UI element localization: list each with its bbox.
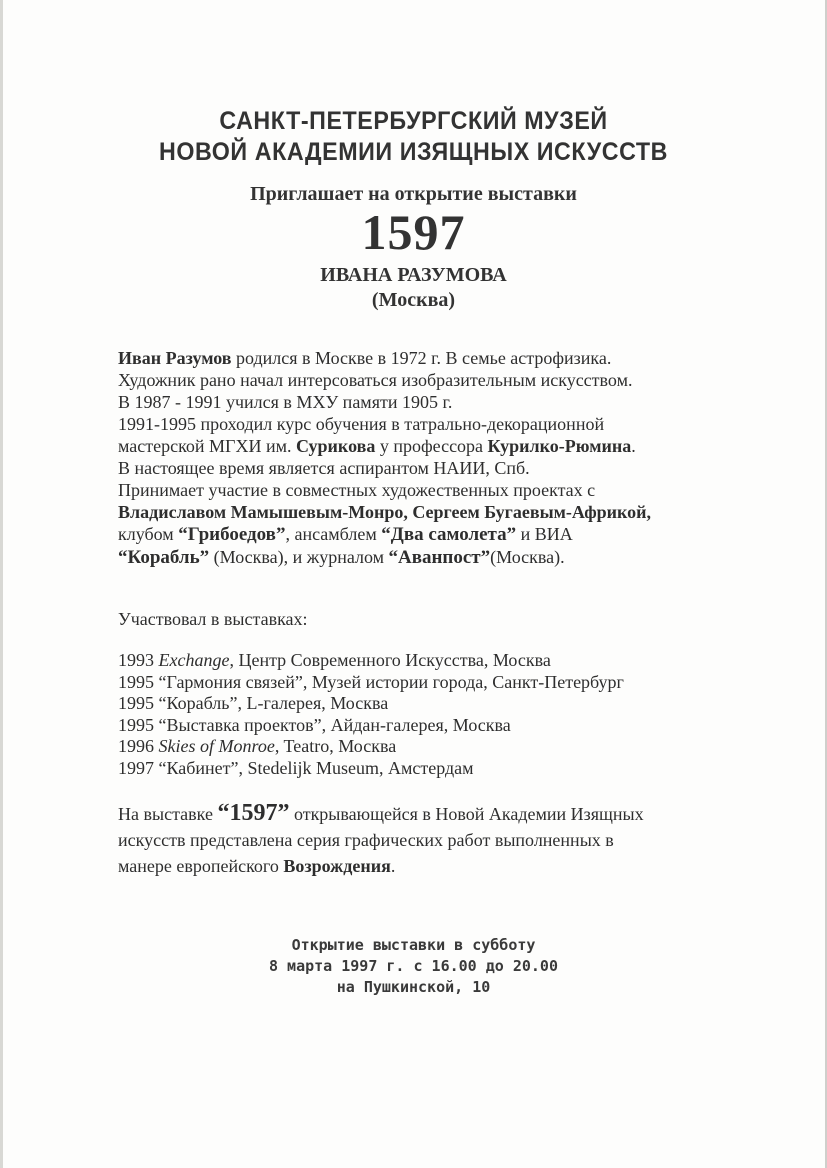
bio-line: Художник рано начал интерсоваться изобразительным искусством.	[118, 370, 633, 390]
artist-city: (Москва)	[371, 289, 456, 311]
bio-line	[118, 523, 758, 546]
bio-text: мастерской МГХИ им.	[118, 436, 296, 456]
bio-text: клубом	[118, 524, 179, 544]
bio-bold: “Корабль”	[118, 547, 210, 568]
exhibition-item	[118, 672, 738, 694]
exhibition-year: 1993	[118, 650, 154, 670]
exhibition-details: , Teatro, Москва	[274, 736, 397, 756]
bio-line: 1991-1995 проходил курс обучения в татрально-декорационной	[118, 414, 605, 434]
exhibition-item	[118, 736, 738, 758]
exhibition-details: “Выставка проектов”, Айдан-галерея, Москва	[158, 714, 511, 735]
bio-bold: “Два самолета”	[381, 524, 517, 545]
exhibitions-list	[118, 650, 738, 779]
exhibition-name: Skies of Monroe	[158, 736, 275, 756]
description-text: На выставке	[118, 804, 218, 824]
exhibition-description	[118, 800, 758, 879]
bio-text: родился в Москве в 1972 г. В семье астрофизика.	[231, 348, 612, 368]
bio-text: и ВИА	[516, 524, 573, 544]
bio-line: В 1987 - 1991 учился в МХУ памяти 1905 г.	[118, 392, 453, 412]
bio-bold: “Аванпост”	[388, 547, 491, 568]
bio-bold: Владиславом Мамышевым-Монро, Сергеем Бугаевым-Африкой,	[118, 502, 652, 522]
exhibition-title: 1597	[361, 204, 466, 260]
bio-text: (Москва).	[490, 547, 565, 567]
description-text: открывающейся в Новой Академии Изящных	[289, 804, 644, 824]
exhibition-details: “Корабль”, L-галерея, Москва	[158, 693, 389, 713]
bio-text: , ансамблем	[285, 524, 382, 544]
exhibition-year: 1996	[118, 736, 154, 756]
description-bold: Возрождения	[283, 856, 391, 876]
exhibition-details: “Кабинет”, Stedelijk Museum, Амстердам	[158, 757, 474, 778]
exhibition-item	[118, 758, 738, 780]
exhibition-year: 1995	[118, 671, 154, 692]
bio-bold: “Грибоедов”	[178, 524, 286, 545]
opening-address: на Пушкинской, 10	[336, 978, 491, 996]
exhibition-year: 1997	[118, 757, 154, 778]
description-text: манере европейского	[118, 856, 284, 876]
exhibition-item	[118, 715, 738, 737]
opening-details	[0, 935, 827, 998]
exhibition-item	[118, 650, 738, 672]
bio-line	[118, 501, 758, 523]
museum-name-line1: САНКТ-ПЕТЕРБУРГСКИЙ МУЗЕЙ	[219, 107, 608, 135]
description-line	[118, 800, 758, 827]
bio-line: В настоящее время является аспирантом НАИИ, Спб.	[118, 458, 530, 478]
bio-bold: Сурикова	[296, 436, 376, 456]
invite-text: Приглашает на открытие выставки	[250, 183, 577, 205]
exhibition-year: 1995	[118, 714, 154, 735]
description-title: “1597”	[217, 800, 290, 826]
artist-biography	[118, 347, 758, 569]
bio-text: .	[631, 436, 636, 456]
description-line: искусств представлена серия графических работ выполненных в	[118, 830, 614, 850]
exhibition-name: Exchange	[158, 650, 230, 670]
exhibition-year: 1995	[118, 693, 154, 713]
exhibition-details: , Центр Современного Искусства, Москва	[229, 650, 551, 670]
opening-day: Открытие выставки в субботу	[291, 936, 536, 954]
bio-bold: Курилко-Рюмина	[487, 436, 632, 456]
bio-line: Принимает участие в совместных художественных проектах с	[118, 480, 596, 500]
description-text: .	[390, 856, 396, 876]
exhibition-details: “Гармония связей”, Музей истории города, Санкт-Петербург	[158, 671, 624, 692]
opening-date-time: 8 марта 1997 г. с 16.00 до 20.00	[269, 957, 558, 975]
bio-text: (Москва), и журналом	[209, 547, 389, 567]
museum-name-line2: НОВОЙ АКАДЕМИИ ИЗЯЩНЫХ ИСКУССТВ	[159, 138, 668, 166]
exhibitions-heading: Участвовал в выставках:	[118, 609, 308, 629]
bio-text: у профессора	[375, 436, 488, 456]
bio-line	[118, 347, 758, 369]
artist-name: ИВАНА РАЗУМОВА	[320, 264, 507, 286]
bio-line	[118, 435, 758, 457]
bio-line	[118, 546, 758, 569]
bio-name: Иван Разумов	[118, 348, 232, 368]
description-line	[118, 853, 758, 879]
exhibition-item	[118, 693, 738, 715]
